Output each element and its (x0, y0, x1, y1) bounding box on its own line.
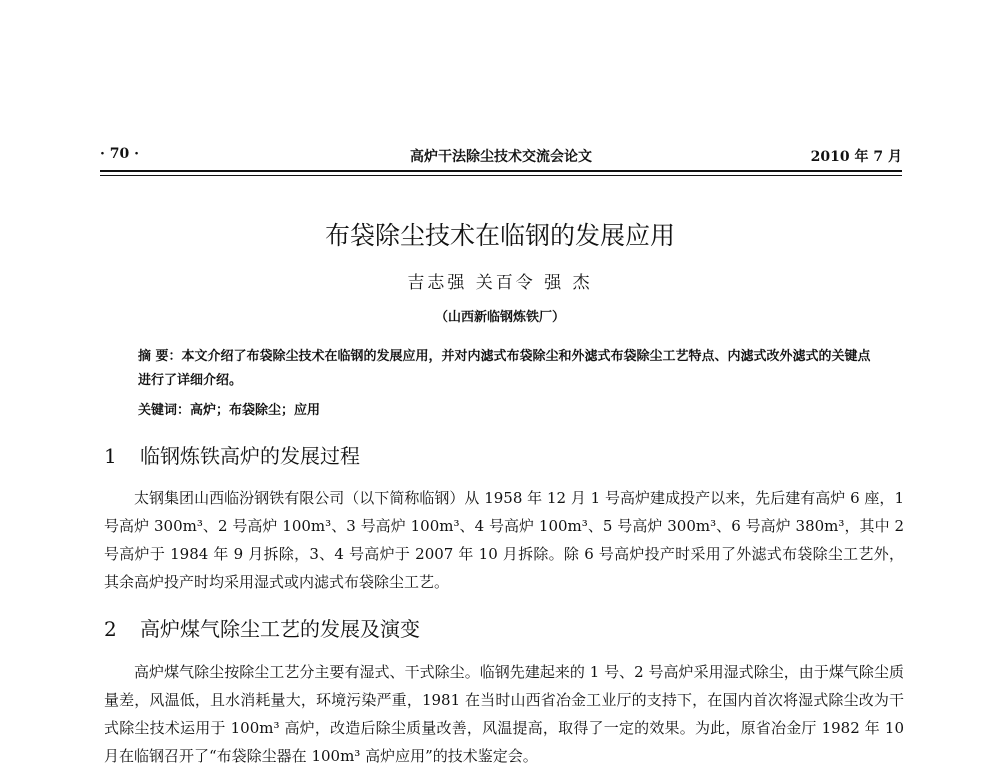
keywords-text: 高炉；布袋除尘；应用 (190, 403, 321, 418)
running-header (100, 146, 902, 166)
section-title: 高炉煤气除尘工艺的发展及演变 (140, 617, 420, 641)
journal-title: 高炉干法除尘技术交流会论文 (410, 149, 592, 165)
section-number: 2 (104, 617, 117, 641)
abstract-text: 本文介绍了布袋除尘技术在临钢的发展应用，并对内滤式布袋除尘和外滤式布袋除尘工艺特点、内滤式改外滤式的关键点进行了详细介绍。 (138, 349, 871, 388)
keywords-label: 关键词： (138, 403, 191, 418)
section-1-paragraph: 太钢集团山西临汾钢铁有限公司（以下简称临钢）从 1958 年 12 月 1 号高炉建成投产以来，先后建有高炉 6 座，1 号高炉 300m³、2 号高炉 100m³、3 号高炉 100m³、4 号高炉 100m³、5 号高炉 300m³、6 号高炉 380m³，其中 2 号高炉于 1984 年 9 月拆除，3、4 号高炉于 2007 年 10 月拆除。除 6 号高炉投产时采用了外滤式布袋除尘工艺外，其余高炉投产时均采用湿式或内滤式布袋除尘工艺。 (104, 489, 904, 591)
abstract (138, 345, 878, 393)
header-rule-thin (100, 175, 902, 176)
article-authors: 吉志强 关百令 强 杰 (407, 273, 593, 293)
article-affiliation: （山西新临钢炼铁厂） (434, 310, 565, 325)
article-title: 布袋除尘技术在临钢的发展应用 (324, 221, 675, 250)
section-number: 1 (104, 444, 117, 468)
section-heading-2 (104, 613, 420, 642)
section-heading-1 (104, 440, 360, 469)
abstract-label: 摘 要： (138, 349, 182, 364)
section-title: 临钢炼铁高炉的发展过程 (140, 444, 360, 468)
keywords (138, 399, 320, 418)
header-rule-thick (100, 170, 902, 172)
publication-date: 2010 年 7 月 (810, 149, 902, 165)
page-number: · 70 · (100, 146, 139, 162)
section-2-paragraph: 高炉煤气除尘按除尘工艺分主要有湿式、干式除尘。临钢先建起来的 1 号、2 号高炉采用湿式除尘，由于煤气除尘质量差，风温低，且水消耗量大，环境污染严重，1981 在当时山西省冶金工业厅的支持下，在国内首次将湿式除尘改为干式除尘技术运用于 100m³ 高炉，改造后除尘质量改善，风温提高，取得了一定的效果。为此，原省冶金厅 1982 年 10 月在临钢召开了“布袋除尘器在 100m³ 高炉应用”的技术鉴定会。 (104, 663, 904, 765)
